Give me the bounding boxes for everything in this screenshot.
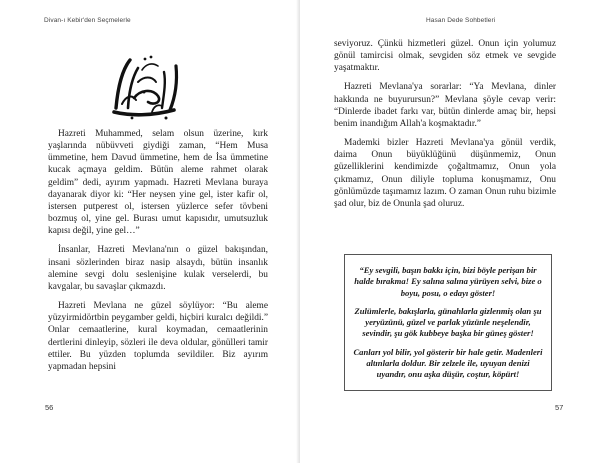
running-head-right: Hasan Dede Sohbetleri bbox=[426, 17, 496, 24]
paragraph: Hazreti Muhammed, selam olsun üzerine, kırk yaşlarında nübüvveti giydiği zaman, “Hem Musa ümmetine, hem Davud ümmetine, hem de İsa ümmetine kucak açmaya geldim. Bütün aleme rahmet olarak geldim” dedi, ayırım yapmadı. Hazreti Mevlana buraya dayanarak diyor ki: “Her neysen yine gel, ister kafir ol, istersen putperest ol, istersen yüzlerce sefer tövbeni bozmuş ol, yine gel. Burası umut kapısıdır, umutsuzluk kapısı değil, yine gel…” bbox=[48, 129, 268, 237]
paragraph: Mademki bizler Hazreti Mevlana'ya gönül verdik, daima Onun büyüklüğünü düşünmemiz, Onun güzelliklerini kendimizde çoğaltmamız, Onun yola çıkmamız, Onun diliyle topluma konuşmamız, Onu gönlümüzde taşımamız lazım. O zaman Onun ruhu bizimle şad olur, biz de Onunla şad oluruz. bbox=[334, 138, 556, 209]
page-number-right: 57 bbox=[555, 403, 564, 412]
quote-stanza: “Ey sevgili, başın bakkı için, bizi böyle perişan bir halde bırakma! Ey salına salına yürüyen selvi, bize o boyu, posu, o edayı göster! bbox=[354, 265, 542, 298]
paragraph: İnsanlar, Hazreti Mevlana'nın o güzel bakışından, insani sözlerinden biraz nasip alsaydı, bütün insanlık alemine sevgi dolu seslenişine kulak verselerdi, bu kavgalar, bu savaşlar çıkmazdı. bbox=[48, 245, 268, 292]
quote-stanza: Canları yol bilir, yol gösterir bir hale getir. Madenleri altınlarla doldur. Bir zelzele ile, uyuyan denizi uyandır, onu aşka düşür, coştur, köpürt! bbox=[353, 346, 543, 380]
paragraph: Hazreti Mevlana'ya sorarlar: “Ya Mevlana, dinler hakkında ne buyurursun?” Mevlana şöyle cevap verir: “Dinlerde ibadet farkı var, bütün dinlerde amaç bir, hepsi benim inandığım Allah'a koşmaktadır.” bbox=[334, 82, 556, 129]
poem-quote-box bbox=[344, 254, 552, 391]
arabic-calligraphy-ornament-icon bbox=[108, 46, 188, 122]
quote-stanza: Zulümlerle, bakışlarla, günahlarla gizlenmiş olan şu yeryüzünü, güzel ve parlak yüzünle neşelendir, sevindir, şu gök kubbeye başka bir güneş göster! bbox=[354, 305, 542, 339]
right-page bbox=[300, 0, 600, 463]
paragraph: seviyoruz. Çünkü hizmetleri güzel. Onun için yolumuz gönül tamircisi olmak, sevgiden söz etmek ve sevgide yaşatmaktır. bbox=[334, 39, 556, 74]
right-page-body bbox=[334, 38, 556, 217]
paragraph: Hazreti Mevlana ne güzel söylüyor: “Bu aleme yüzyirmidörtbin peygamber geldi, hiçbiri kuralcı değildi.” Onlar cemaatlerine, kural koymadan, cemaatlerinin dertlerini dinleyip, sözleri ile deva oldular, gönülleri tamir ettiler. Bu yüzden toplumda sevildiler. Biz ayırım yapmadan hepsini bbox=[48, 301, 268, 372]
page-number-left: 56 bbox=[45, 403, 54, 412]
running-head-left: Divan-ı Kebir'den Seçmelerle bbox=[44, 17, 131, 24]
left-page-body bbox=[48, 128, 268, 380]
